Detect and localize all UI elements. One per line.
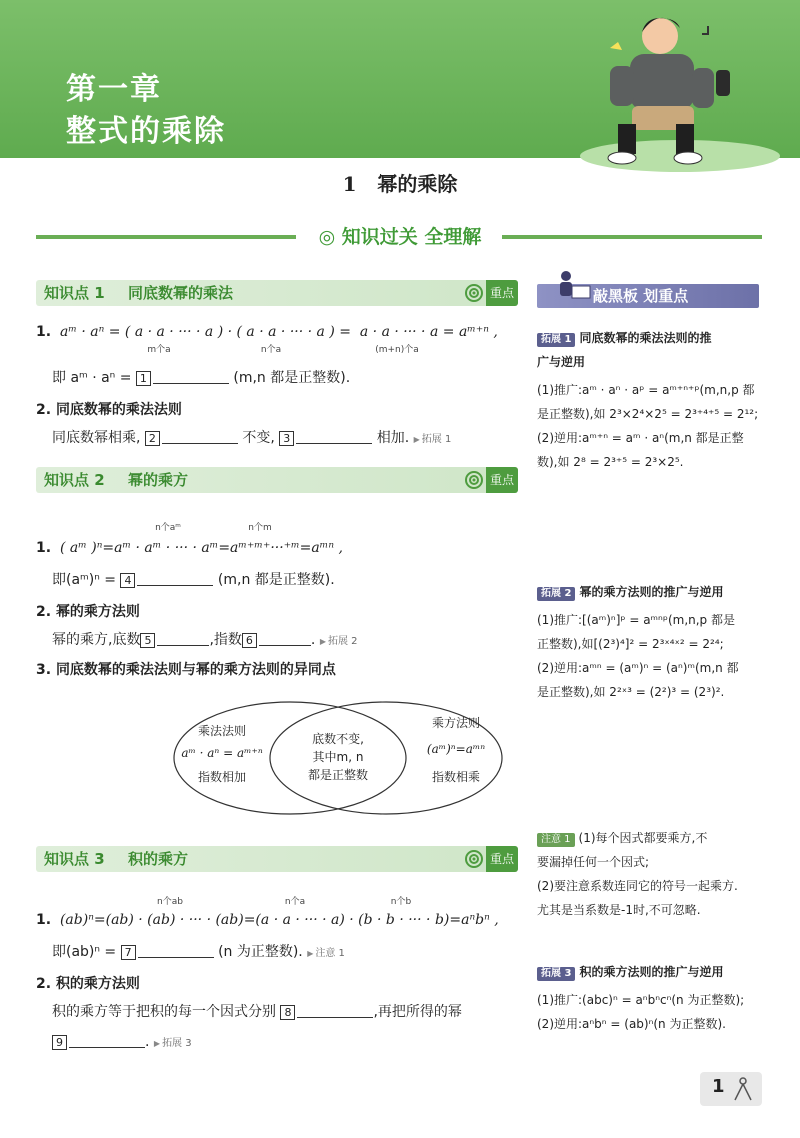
kp2-rule: 幂的乘方,底数 5 ,指数 6 . ▶ 拓展 2 — [52, 630, 358, 652]
blank-9[interactable] — [69, 1032, 145, 1048]
ext3-body: (1)推广:(abc)ⁿ = aⁿbⁿcⁿ(n 为正整数); (2)逆用:aⁿbⁿ = (ab)ⁿ(n 为正整数). — [537, 993, 745, 1031]
blank-8[interactable] — [297, 1002, 373, 1018]
kp1-formula: 1. aᵐ · aⁿ = ( a · a · ··· · a ) · ( a · a · ··· · a ) = a · a · ··· · a = aᵐ⁺ⁿ , — [36, 324, 498, 340]
kp3-formula: 1. (ab)ⁿ=(ab) · (ab) · ··· · (ab)=(a · a · ··· · a) · (b · b · ··· · b)=aⁿbⁿ , — [36, 912, 499, 928]
blank-6[interactable] — [259, 630, 311, 646]
chapter-header — [0, 0, 800, 158]
venn-mid-2: 其中m, n — [312, 750, 364, 764]
brace-n-ab-label: n个ab — [157, 897, 183, 907]
venn-mid-3: 都是正整数 — [307, 768, 368, 782]
brace-mn-label: (m+n)个a — [375, 345, 419, 355]
target-icon — [464, 849, 484, 869]
banner-line-left — [36, 235, 296, 239]
kp2-item3-heading: 3. 同底数幂的乘法法则与幂的乘方法则的异同点 — [36, 662, 336, 678]
page-number: 1 — [712, 1076, 725, 1097]
section-title-text: 幂的乘除 — [377, 172, 458, 196]
blank-4[interactable] — [137, 570, 213, 586]
blank-3[interactable] — [296, 428, 372, 444]
note1-body: 注意 1 (1)每个因式都要乘方,不 要漏掉任何一个因式; (2)要注意系数连同它的符号一起乘方. 尤其是当系数是-1时,不可忽略. — [537, 831, 738, 917]
blank-1[interactable] — [153, 368, 229, 384]
kp2-extension-tag[interactable]: ▶ 拓展 2 — [320, 636, 358, 647]
kp3-rule-cont: 9 . ▶ 拓展 3 — [52, 1032, 192, 1054]
kp1-item2-heading: 2. 同底数幂的乘法法则 — [36, 402, 182, 418]
kp3-rule: 积的乘方等于把积的每一个因式分别 8 ,再把所得的幂 — [52, 1004, 462, 1020]
chapter-title: 整式的乘除 — [66, 114, 226, 149]
ext2-body: (1)推广:[(aᵐ)ⁿ]ᵖ = aᵐⁿᵖ(m,n,p 都是 正整数),如[(2³)⁴]² = 2³ˣ⁴ˣ² = 2²⁴; (2)逆用:aᵐⁿ = (aᵐ)ⁿ = (aⁿ)ᵐ(m,n 都 是正整数),如 2²ˣ³ = (2²)³ = (2³)². — [537, 613, 739, 699]
brace-n-am-label: n个aᵐ — [155, 523, 181, 533]
kp2-label: 知识点 2 — [44, 471, 105, 489]
ext3-pill: 拓展 3 — [537, 967, 575, 981]
compass-icon — [730, 1076, 756, 1102]
blank-9-number: 9 — [52, 1035, 67, 1050]
blank-5-number: 5 — [140, 633, 155, 648]
kp1-extension-tag[interactable]: ▶ 拓展 1 — [414, 434, 452, 445]
kp1-badge: 重点 — [486, 280, 518, 306]
ext1-pill: 拓展 1 — [537, 333, 575, 347]
venn-right-title: 乘方法则 — [431, 716, 480, 730]
ext3-heading: 拓展 3 积的乘方法则的推广与逆用 — [537, 962, 723, 982]
venn-diagram — [160, 698, 520, 818]
student-illustration-icon — [570, 6, 790, 176]
kp3-title: 积的乘方 — [128, 850, 189, 868]
venn-right-formula: (aᵐ)ⁿ=aᵐⁿ — [426, 742, 486, 756]
venn-right-rule: 指数相乘 — [431, 770, 480, 784]
blank-1-number: 1 — [136, 371, 151, 386]
brace-n-b-label: n个b — [390, 897, 412, 907]
blank-4-number: 4 — [120, 573, 135, 588]
knowledge-banner — [36, 222, 762, 252]
teacher-board-icon — [552, 270, 592, 308]
ext1-body: (1)推广:aᵐ · aⁿ · aᵖ = aᵐ⁺ⁿ⁺ᵖ(m,n,p 都 是正整数),如 2³×2⁴×2⁵ = 2³⁺⁴⁺⁵ = 2¹²; (2)逆用:aᵐ⁺ⁿ = aᵐ · aⁿ(m,n 都是正整 数),如 2⁸ = 2³⁺⁵ = 2³×2⁵. — [537, 383, 759, 469]
blank-7[interactable] — [138, 942, 214, 958]
kp1-label: 知识点 1 — [44, 284, 105, 302]
kp1-bar — [36, 280, 518, 306]
kp2-title: 幂的乘方 — [128, 471, 189, 489]
kp2-badge: 重点 — [486, 467, 518, 493]
banner-text: ◎ 知识过关 全理解 — [318, 226, 482, 248]
blank-7-number: 7 — [121, 945, 136, 960]
chapter-number: 第一章 — [66, 72, 162, 107]
blank-6-number: 6 — [242, 633, 257, 648]
kp1-result: 即 aᵐ · aⁿ = 1 (m,n 都是正整数). — [52, 370, 351, 386]
kp1-title: 同底数幂的乘法 — [128, 284, 234, 302]
swirl-icon: ◎ — [318, 226, 342, 248]
ext1-heading-2: 广与逆用 — [537, 355, 586, 369]
kp2-result: 即(aᵐ)ⁿ = 4 (m,n 都是正整数). — [52, 572, 335, 588]
kp2-item2-heading: 2. 幂的乘方法则 — [36, 604, 140, 620]
kp2-formula: 1. ( aᵐ )ⁿ=aᵐ · aᵐ · ··· · aᵐ=aᵐ⁺ᵐ⁺···⁺ᵐ=aᵐⁿ , — [36, 540, 343, 556]
blank-2-number: 2 — [145, 431, 160, 446]
kp3-result: 即(ab)ⁿ = 7 (n 为正整数). ▶ 注意 1 — [52, 942, 345, 964]
kp3-label: 知识点 3 — [44, 850, 105, 868]
kp3-note-tag[interactable]: ▶ 注意 1 — [307, 948, 345, 959]
kp3-extension-tag[interactable]: ▶ 拓展 3 — [154, 1038, 192, 1049]
blank-2[interactable] — [162, 428, 238, 444]
ext2-pill: 拓展 2 — [537, 587, 575, 601]
kp3-bar — [36, 846, 518, 872]
kp2-bar — [36, 467, 518, 493]
kp3-badge: 重点 — [486, 846, 518, 872]
note1-pill: 注意 1 — [537, 833, 575, 847]
section-number: 1 — [342, 172, 357, 196]
ext2-heading: 拓展 2 幂的乘方法则的推广与逆用 — [537, 582, 723, 602]
page-number-box — [700, 1072, 762, 1106]
brace-m-label: m个a — [147, 345, 171, 355]
target-icon — [464, 283, 484, 303]
brace-n-a-label: n个a — [284, 897, 306, 907]
target-icon — [464, 470, 484, 490]
blank-8-number: 8 — [280, 1005, 295, 1020]
venn-left-rule: 指数相加 — [197, 770, 246, 784]
brace-n-label: n个a — [260, 345, 282, 355]
blank-5[interactable] — [157, 630, 209, 646]
board-title: 敲黑板 划重点 — [537, 284, 759, 308]
ext1-heading: 拓展 1 同底数幂的乘法法则的推 — [537, 328, 711, 348]
banner-line-right — [502, 235, 762, 239]
kp3-item2-heading: 2. 积的乘方法则 — [36, 976, 140, 992]
venn-mid-1: 底数不变, — [312, 732, 364, 746]
section-title — [0, 168, 800, 197]
venn-left-formula: aᵐ · aⁿ = aᵐ⁺ⁿ — [181, 746, 263, 760]
venn-left-title: 乘法法则 — [197, 724, 246, 738]
brace-n-m-label: n个m — [248, 523, 272, 533]
blank-3-number: 3 — [279, 431, 294, 446]
kp1-rule: 同底数幂相乘, 2 不变, 3 相加. ▶ 拓展 1 — [52, 428, 451, 450]
